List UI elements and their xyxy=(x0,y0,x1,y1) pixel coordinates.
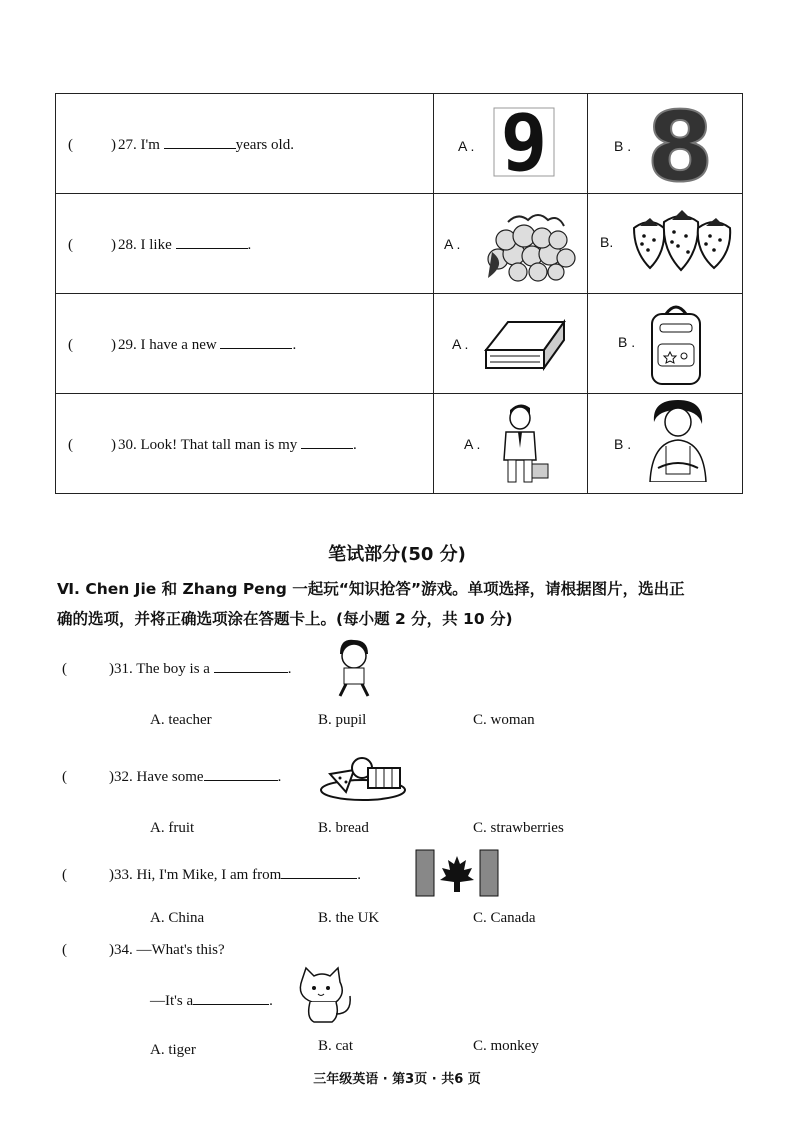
question-cell xyxy=(56,94,434,193)
option-a-cell xyxy=(434,294,588,393)
boy-picture xyxy=(334,638,374,700)
question-cell xyxy=(56,194,434,293)
answer-blank xyxy=(214,660,288,673)
option-a-label: A . xyxy=(452,336,469,352)
section-title: 笔试部分(50 分) xyxy=(328,544,466,565)
option-b[interactable]: B. the UK xyxy=(318,910,380,926)
option-a[interactable]: A. fruit xyxy=(150,820,195,836)
table-row xyxy=(56,394,742,494)
question-number: 30. xyxy=(118,437,137,453)
answer-blank xyxy=(193,992,269,1005)
question-number: 27. xyxy=(118,137,137,153)
table-row xyxy=(56,194,742,294)
option-a[interactable]: A. tiger xyxy=(150,1042,196,1058)
option-b-label: B . xyxy=(618,334,636,350)
option-a-cell xyxy=(434,94,588,193)
option-c[interactable]: C. woman xyxy=(473,712,535,728)
question-29: ( ) 29. I have a new . xyxy=(68,337,297,353)
question-27 xyxy=(68,136,294,154)
woman-picture xyxy=(644,398,712,482)
instructions-line-1: Ⅵ. Chen Jie 和 Zhang Peng 一起玩“知识抢答”游戏。单项选择，请根据图片，选出正 xyxy=(57,580,685,598)
option-a-label: A . xyxy=(444,236,461,252)
option-a-label: A . xyxy=(458,138,475,154)
question-cell xyxy=(56,294,434,393)
option-c[interactable]: C. strawberries xyxy=(473,820,564,836)
question-number: 28. xyxy=(118,237,137,253)
option-a-label: A . xyxy=(464,436,481,452)
question-number: 29. xyxy=(118,337,137,353)
option-a[interactable]: A. teacher xyxy=(150,712,212,728)
option-a[interactable]: A. China xyxy=(150,910,205,926)
book-picture xyxy=(482,314,568,374)
digit-8-picture xyxy=(640,100,720,188)
answer-blank xyxy=(220,336,292,349)
question-31: ( )31. The boy is a . xyxy=(62,661,292,677)
option-a-cell xyxy=(434,394,588,494)
option-c[interactable]: C. Canada xyxy=(473,910,536,926)
option-b-cell xyxy=(588,394,744,494)
answer-blank xyxy=(176,236,248,249)
option-b-label: B . xyxy=(614,436,632,452)
option-b-label: B. xyxy=(600,234,614,250)
option-b-cell xyxy=(588,294,744,393)
table-row xyxy=(56,94,742,194)
question-text: I have a new xyxy=(140,337,217,353)
option-b-label: B . xyxy=(614,138,632,154)
picture-question-table xyxy=(55,93,743,494)
question-28: ( ) 28. I like . xyxy=(68,237,252,253)
canada-flag-picture xyxy=(414,848,500,898)
option-c[interactable]: C. monkey xyxy=(473,1038,539,1054)
food-plate-picture xyxy=(318,752,408,802)
question-cell xyxy=(56,394,434,494)
option-b[interactable]: B. bread xyxy=(318,820,369,836)
answer-blank xyxy=(281,866,357,879)
question-text: I'm xyxy=(140,137,160,153)
man-picture xyxy=(496,400,552,488)
digit-8-text: 8 xyxy=(646,100,714,188)
option-b-cell xyxy=(588,94,744,193)
question-30: ( ) 30. Look! That tall man is my . xyxy=(68,437,357,453)
option-b[interactable]: B. pupil xyxy=(318,712,367,728)
option-b[interactable]: B. cat xyxy=(318,1038,353,1054)
question-text: I like xyxy=(140,237,172,253)
answer-blank xyxy=(204,768,278,781)
answer-blank xyxy=(301,436,353,449)
answer-blank xyxy=(164,136,236,149)
answer-paren-open: ( xyxy=(68,137,73,153)
instructions-line-2: 确的选项，并将正确选项涂在答题卡上。(每小题 2 分，共 10 分) xyxy=(57,610,513,628)
option-b-cell xyxy=(588,194,744,293)
schoolbag-picture xyxy=(648,300,704,388)
answer-paren-close: ) xyxy=(111,137,116,153)
question-34: ( )34. —What's this? xyxy=(62,942,225,958)
question-34-line-2: —It's a . xyxy=(150,993,273,1009)
option-a-cell xyxy=(434,194,588,293)
digit-9-picture xyxy=(492,106,558,180)
digit-9-text: 9 xyxy=(500,106,548,180)
cat-picture xyxy=(292,966,358,1026)
table-row xyxy=(56,294,742,394)
question-text: Look! That tall man is my xyxy=(140,437,298,453)
question-33: ( )33. Hi, I'm Mike, I am from . xyxy=(62,867,362,883)
page-footer: 三年级英语 · 第3页 · 共6 页 xyxy=(313,1072,481,1087)
question-32: ( )32. Have some . xyxy=(62,769,282,785)
question-text-after: years old. xyxy=(235,137,294,153)
strawberries-picture xyxy=(626,208,738,274)
grapes-picture xyxy=(478,204,582,284)
